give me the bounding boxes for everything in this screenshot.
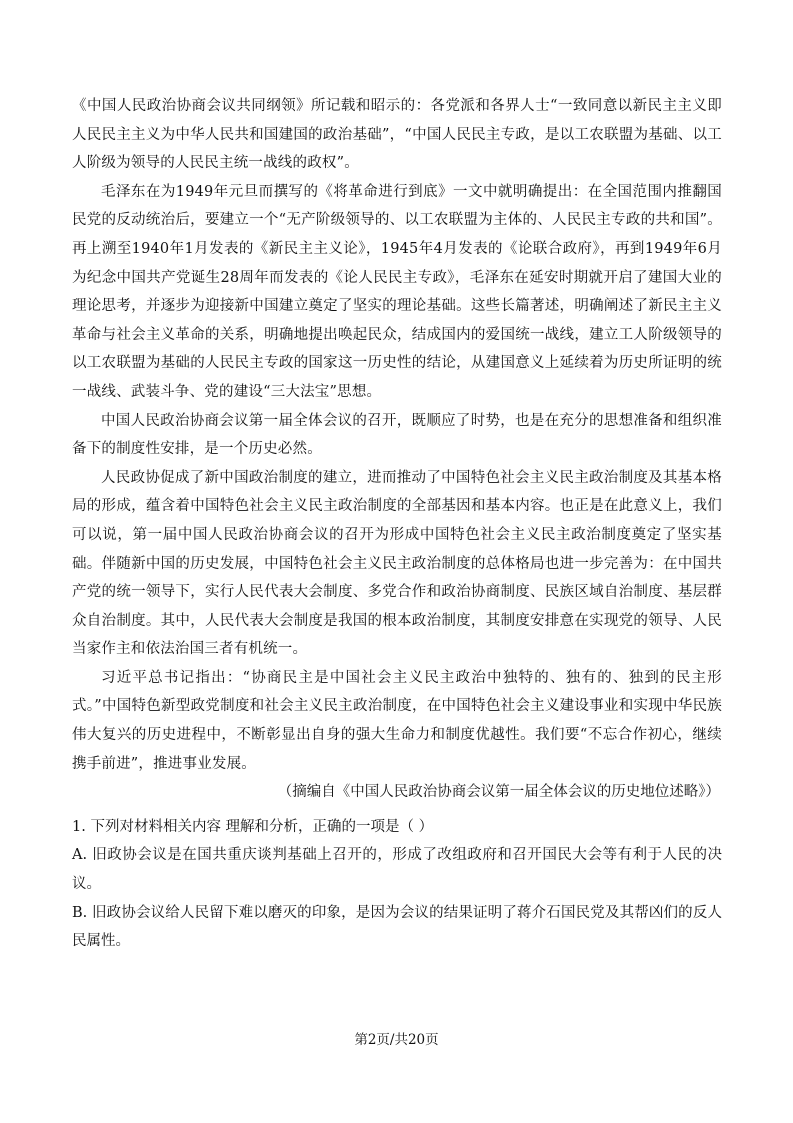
- document-body: [72, 92, 722, 956]
- paragraph-2: 毛泽东在为1949年元旦而撰写的《将革命进行到底》一文中就明确提出：在全国范围内推翻国民党的反动统治后，要建立一个“无产阶级领导的、以工农联盟为主体的、人民民主专政的共和国”。再上溯至1940年1月发表的《新民主主义论》，1945年4月发表的《论联合政府》，再到1949年6月为纪念中国共产党诞生28周年而发表的《论人民民主专政》，毛泽东在延安时期就开启了建国大业的理论思考，并逐步为迎接新中国建立奠定了坚实的理论基础。这些长篇著述，明确阐述了新民主主义革命与社会主义革命的关系，明确地提出唤起民众，结成国内的爱国统一战线，建立工人阶级领导的以工农联盟为基础的人民民主专政的国家这一历史性的结论，从建国意义上延续着为历史所证明的统一战线、武装斗争、党的建设“三大法宝”思想。: [72, 183, 722, 400]
- page-footer: 第2页/共20页: [354, 1032, 439, 1048]
- paragraph-4: 人民政协促成了新中国政治制度的建立，进而推动了中国特色社会主义民主政治制度及其基本格局的形成，蕴含着中国特色社会主义民主政治制度的全部基因和基本内容。也正是在此意义上，我们可以说，第一届中国人民政治协商会议的召开为形成中国特色社会主义民主政治制度奠定了坚实基础。伴随新中国的历史发展，中国特色社会主义民主政治制度的总体格局也进一步完善为：在中国共产党的统一领导下，实行人民代表大会制度、多党合作和政治协商制度、民族区域自治制度、基层群众自治制度。其中，人民代表大会制度是我国的根本政治制度，其制度安排意在实现党的领导、人民当家作主和依法治国三者有机统一。: [72, 469, 722, 658]
- paragraph-1: 《中国人民政治协商会议共同纲领》所记载和昭示的：各党派和各界人士“一致同意以新民主主义即人民民主主义为中华人民共和国建国的政治基础”，“中国人民民主专政，是以工农联盟为基础、以工人阶级为领导的人民民主统一战线的政权”。: [72, 98, 722, 172]
- paragraph-5: 习近平总书记指出：“协商民主是中国社会主义民主政治中独特的、独有的、独到的民主形式。”中国特色新型政党制度和社会主义民主政治制度，在中国特色社会主义建设事业和实现中华民族伟大复兴的历史进程中，不断彰显出自身的强大生命力和制度优越性。我们要“不忘合作初心，继续携手前进”，推进事业发展。: [72, 669, 722, 772]
- option-b: B. 旧政协会议给人民留下难以磨灭的印象，是因为会议的结果证明了蒋介石国民党及其帮凶们的反人民属性。: [72, 904, 722, 950]
- option-a: A. 旧政协会议是在国共重庆谈判基础上召开的，形成了改组政府和召开国民大会等有利于人民的决议。: [72, 847, 722, 893]
- source-citation: （摘编自《中国人民政治协商会议第一届全体会议的历史地位述略》）: [277, 784, 720, 801]
- paragraph-3: 中国人民政治协商会议第一届全体会议的召开，既顺应了时势，也是在充分的思想准备和组织准备下的制度性安排，是一个历史必然。: [72, 412, 722, 458]
- question-block: [72, 813, 722, 956]
- question-stem: 1. 下列对材料相关内容 理解和分析，正确的一项是（ ）: [72, 818, 434, 835]
